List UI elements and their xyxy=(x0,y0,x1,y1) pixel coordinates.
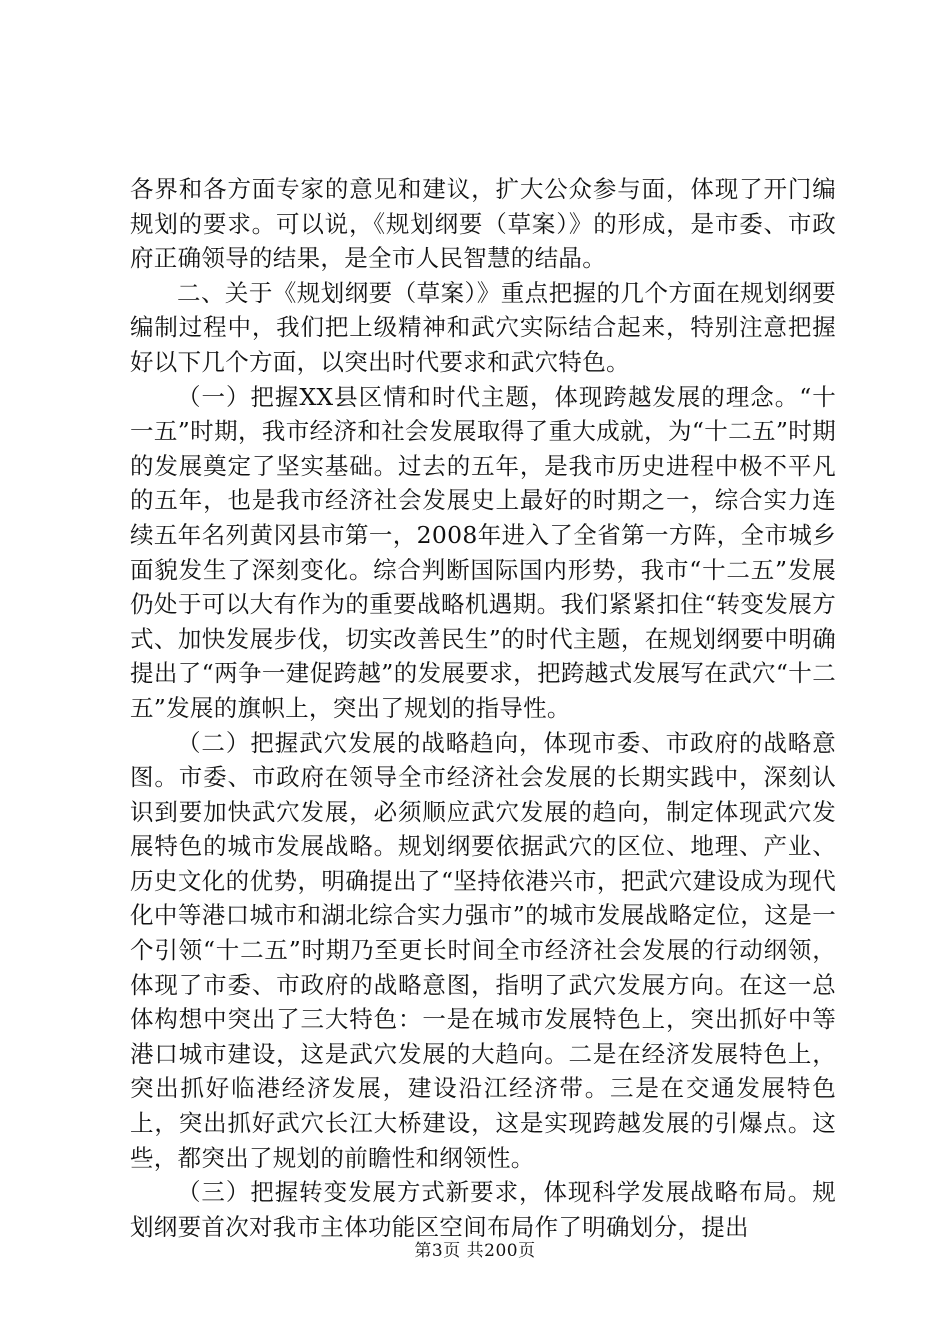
paragraph-point-one: （一）把握XX县区情和时代主题，体现跨越发展的理念。“十一五”时期，我市经济和社会发展取得了重大成就，为“十二五”时期的发展奠定了坚实基础。过去的五年，是我市历史进程中极不平凡的五年，也是我市经济社会发展史上最好的时期之一，综合实力连续五年名列黄冈县市第一，2008年进入了全省第一方阵，全市城乡面貌发生了深刻变化。综合判断国际国内形势，我市“十二五”发展仍处于可以大有作为的重要战略机遇期。我们紧紧扣住“转变发展方式、加快发展步伐，切实改善民生”的时代主题，在规划纲要中明确提出了“两争一建促跨越”的发展要求，把跨越式发展写在武穴“十二五”发展的旗帜上，突出了规划的指导性。 xyxy=(130,382,836,722)
page-footer: 第3页 共200页 xyxy=(414,1241,536,1261)
document-body xyxy=(130,172,836,1244)
paragraph-continuation: 各界和各方面专家的意见和建议，扩大公众参与面，体现了开门编规划的要求。可以说，《规划纲要（草案）》的形成，是市委、市政府正确领导的结果，是全市人民智慧的结晶。 xyxy=(130,175,836,273)
paragraph-point-three: （三）把握转变发展方式新要求，体现科学发展战略布局。规划纲要首次对我市主体功能区空间布局作了明确划分，提出 xyxy=(130,1178,836,1241)
paragraph-section-two: 二、关于《规划纲要（草案）》重点把握的几个方面在规划纲要编制过程中，我们把上级精神和武穴实际结合起来，特别注意把握好以下几个方面，以突出时代要求和武穴特色。 xyxy=(130,278,836,376)
paragraph-point-two: （二）把握武穴发展的战略趋向，体现市委、市政府的战略意图。市委、市政府在领导全市经济社会发展的长期实践中，深刻认识到要加快武穴发展，必须顺应武穴发展的趋向，制定体现武穴发展特色的城市发展战略。规划纲要依据武穴的区位、地理、产业、历史文化的优势，明确提出了“坚持依港兴市，把武穴建设成为现代化中等港口城市和湖北综合实力强市”的城市发展战略定位，这是一个引领“十二五”时期乃至更长时间全市经济社会发展的行动纲领，体现了市委、市政府的战略意图，指明了武穴发展方向。在这一总体构想中突出了三大特色：一是在城市发展特色上，突出抓好中等港口城市建设，这是武穴发展的大趋向。二是在经济发展特色上，突出抓好临港经济发展，建设沿江经济带。三是在交通发展特色上，突出抓好武穴长江大桥建设，这是实现跨越发展的引爆点。这些，都突出了规划的前瞻性和纲领性。 xyxy=(130,728,836,1172)
